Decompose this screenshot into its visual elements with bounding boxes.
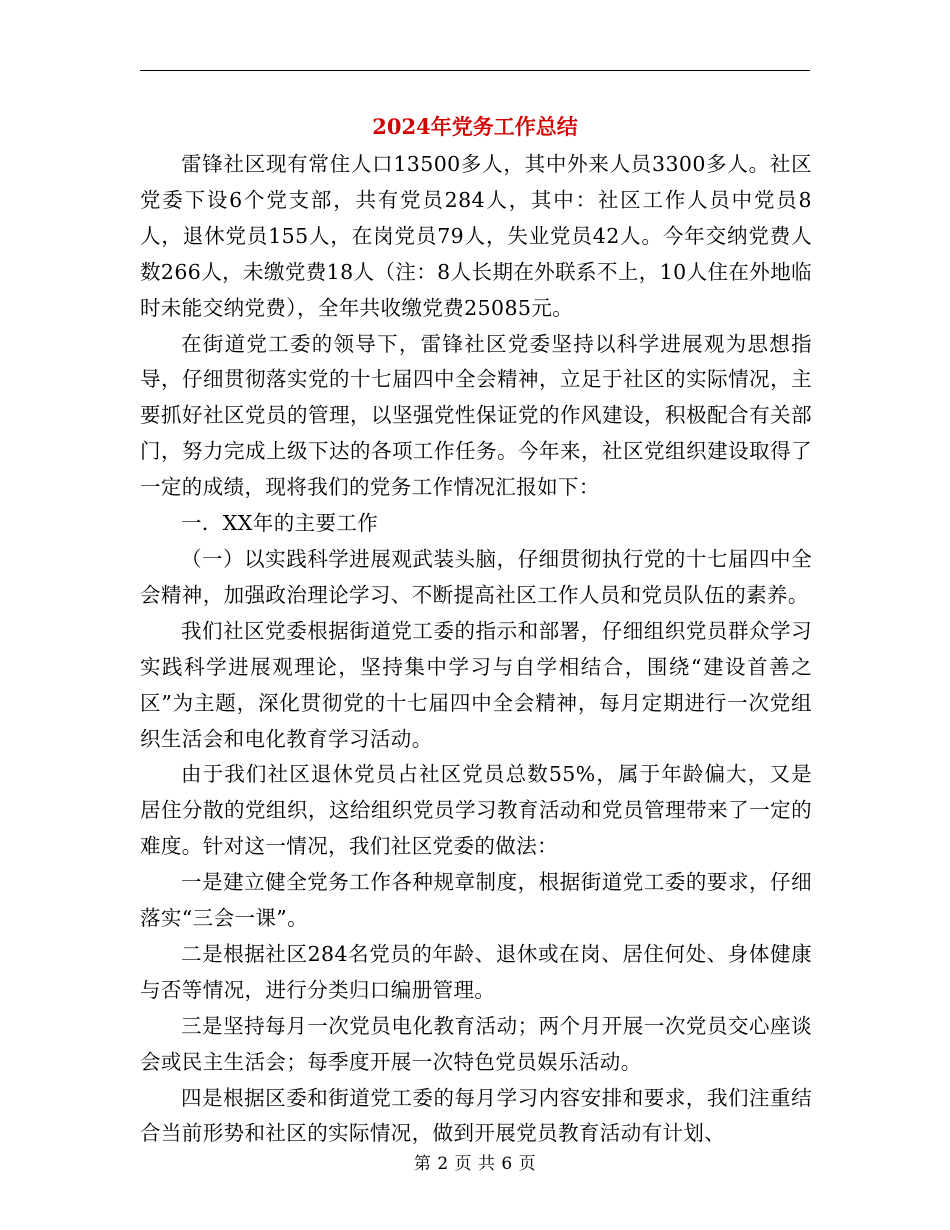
header-rule xyxy=(140,70,810,71)
paragraph-measure-4: 四是根据区委和街道党工委的每月学习内容安排和要求，我们注重结合当前形势和社区的实际情况，做到开展党员教育活动有计划、 xyxy=(140,1085,812,1146)
section-heading-main-work: 一．XX年的主要工作 xyxy=(181,511,379,536)
paragraph-measure-3: 三是坚持每月一次党员电化教育活动；两个月开展一次党员交心座谈会或民主生活会；每季度开展一次特色党员娱乐活动。 xyxy=(140,1013,812,1074)
paragraph-measure-2: 二是根据社区284名党员的年龄、退休或在岗、居住何处、身体健康与否等情况，进行分类归口编册管理。 xyxy=(140,941,812,1002)
paragraph-leadership: 在街道党工委的领导下，雷锋社区党委坚持以科学进展观为思想指导，仔细贯彻落实党的十七届四中全会精神，立足于社区的实际情况，主要抓好社区党员的管理，以坚强党性保证党的作风建设，积极配合有关部门，努力完成上级下达的各项工作任务。今年来，社区党组织建设取得了一定的成绩，现将我们的党务工作情况汇报如下： xyxy=(140,331,812,500)
paragraph-measure-1: 一是建立健全党务工作各种规章制度，根据街道党工委的要求，仔细落实“三会一课”。 xyxy=(140,870,812,931)
document-body xyxy=(140,147,812,1152)
paragraph-challenges: 由于我们社区退休党员占社区党员总数55%，属于年龄偏大，又是居住分散的党组织，这给组织党员学习教育活动和党员管理带来了一定的难度。针对这一情况，我们社区党委的做法： xyxy=(140,762,812,859)
subsection-heading-1: （一）以实践科学进展观武装头脑，仔细贯彻执行党的十七届四中全会精神，加强政治理论学习、不断提高社区工作人员和党员队伍的素养。 xyxy=(140,546,812,607)
document-title: 2024年党务工作总结 xyxy=(372,114,578,139)
paragraph-study: 我们社区党委根据街道党工委的指示和部署，仔细组织党员群众学习实践科学进展观理论，坚持集中学习与自学相结合，围绕“建设首善之区”为主题，深化贯彻党的十七届四中全会精神，每月定期进行一次党组织生活会和电化教育学习活动。 xyxy=(140,618,812,751)
page-number: 第 2 页 共 6 页 xyxy=(413,1154,537,1174)
paragraph-population: 雷锋社区现有常住人口13500多人，其中外来人员3300多人。社区党委下设6个党支部，共有党员284人，其中：社区工作人员中党员8人，退休党员155人，在岗党员79人，失业党员42人。今年交纳党费人数266人，未缴党费18人（注：8人长期在外联系不上，10人住在外地临时未能交纳党费），全年共收缴党费25085元。 xyxy=(140,152,812,320)
